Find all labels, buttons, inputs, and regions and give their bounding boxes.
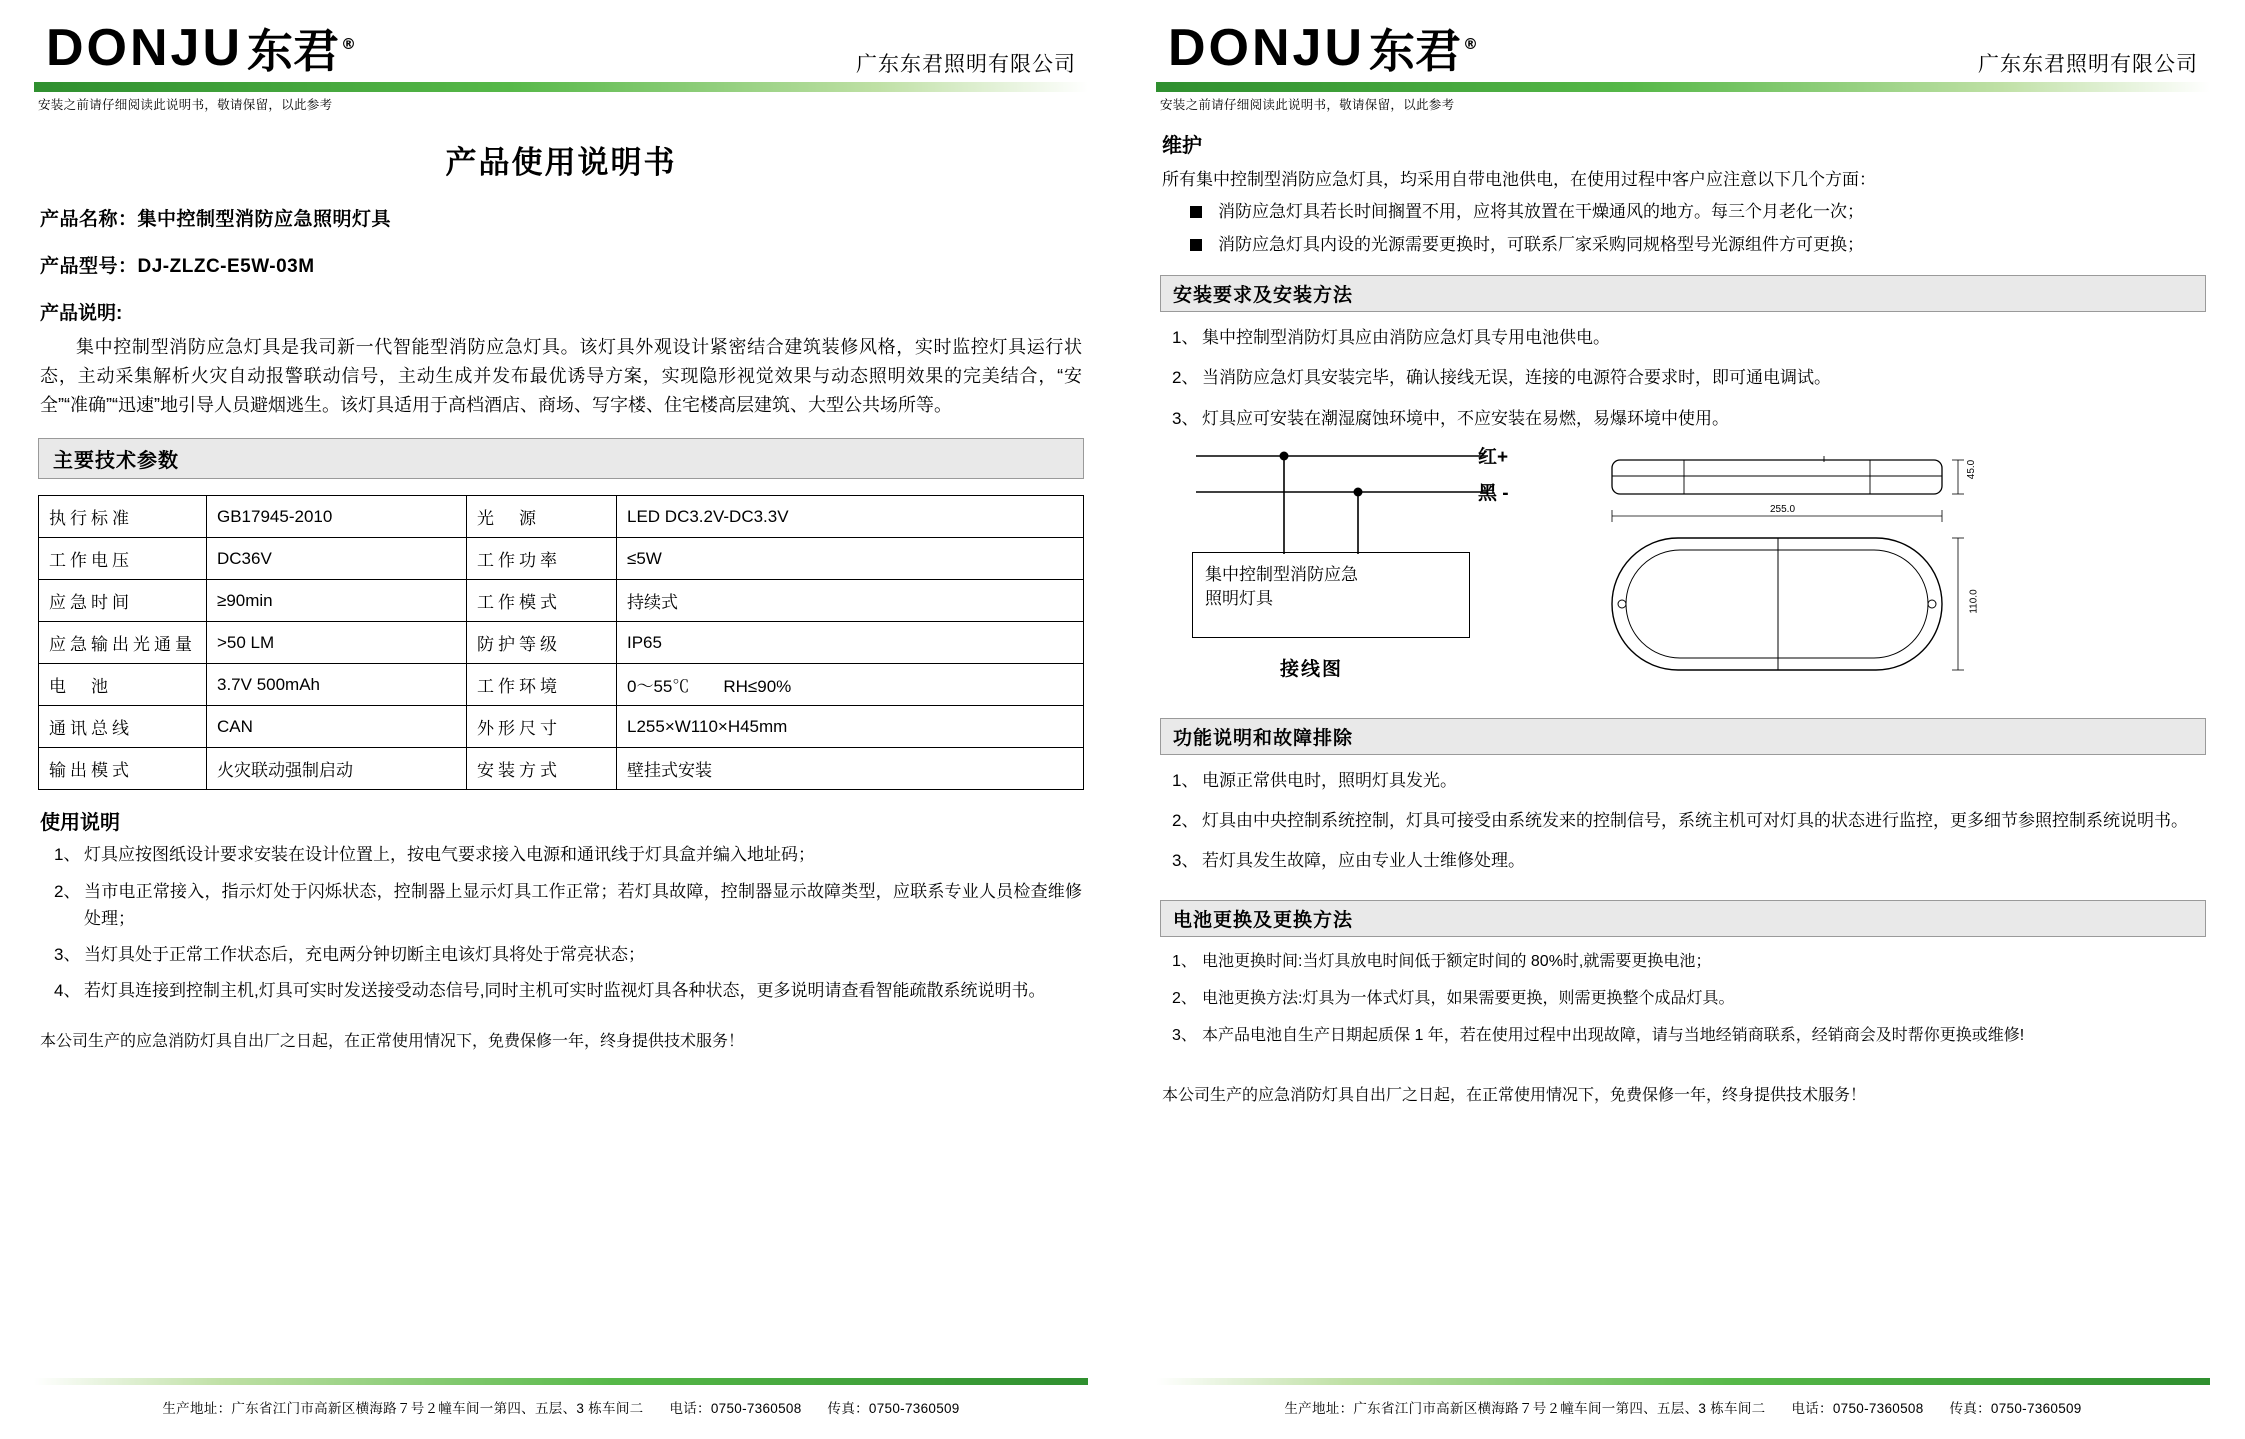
warranty-note: 本公司生产的应急消防灯具自出厂之日起，在正常使用情况下，免费保修一年，终身提供技术服务！ <box>40 1033 745 1051</box>
spec-label: 安装方式 <box>467 748 617 790</box>
product-model-row <box>40 251 1088 278</box>
list-text: 若灯具连接到控制主机,灯具可实时发送接受动态信号,同时主机可实时监视灯具各种状态，更多说明请查看智能疏散系统说明书。 <box>84 981 1046 1001</box>
list-number: 3、 <box>1172 851 1199 871</box>
footer-address-line <box>1156 1397 2210 1417</box>
logo-latin-text: DONJU <box>46 19 244 77</box>
right-sheet <box>1122 0 2244 1439</box>
spec-value: 持续式 <box>617 580 1084 622</box>
function-section-title: 功能说明和故障排除 <box>1160 718 2206 755</box>
logo-chinese-text: 东君 <box>247 24 340 78</box>
spec-value: L255×W110×H45mm <box>617 706 1084 748</box>
list-text: 灯具应按图纸设计要求安装在设计位置上，按电气要求接入电源和通讯线于灯具盒并编入地址码； <box>84 845 815 865</box>
header-note: 安装之前请仔细阅读此说明书，敬请保留，以此参考 <box>1160 98 1455 112</box>
left-sheet <box>0 0 1122 1439</box>
spec-value: LED DC3.2V-DC3.3V <box>617 496 1084 538</box>
square-bullet-icon <box>1190 239 1202 251</box>
product-name-value: 集中控制型消防应急照明灯具 <box>137 209 392 230</box>
function-list <box>1162 767 2204 875</box>
telephone: 电话：0750-7360508 <box>669 1401 802 1416</box>
factory-address: 生产地址：广东省江门市高新区横海路７号２幢车间一第四、五层、3 栋车间二 <box>1284 1401 1766 1416</box>
telephone: 电话：0750-7360508 <box>1791 1401 1924 1416</box>
list-item <box>1162 767 2204 794</box>
warranty-note: 本公司生产的应急消防灯具自出厂之日起，在正常使用情况下，免费保修一年，终身提供技术服务！ <box>1162 1087 1867 1105</box>
list-text: 电池更换方法:灯具为一体式灯具，如果需要更换，则需更换整个成品灯具。 <box>1202 989 1735 1007</box>
spec-label: 通讯总线 <box>39 706 207 748</box>
list-item <box>1162 405 2204 432</box>
diagram-area <box>1162 446 2204 696</box>
fax: 传真：0750-7360509 <box>827 1401 960 1416</box>
right-header <box>1156 19 2210 78</box>
product-dimension-drawing <box>1592 446 2012 686</box>
product-name-row <box>40 204 1088 231</box>
maintenance-heading: 维护 <box>1162 135 1202 157</box>
spec-label: 光 源 <box>467 496 617 538</box>
usage-heading: 使用说明 <box>40 812 120 835</box>
left-header <box>34 19 1088 78</box>
description-heading: 产品说明: <box>40 303 123 324</box>
maintenance-bullets <box>1162 199 2204 257</box>
list-text: 灯具由中央控制系统控制，灯具可接受由系统发来的控制信号，系统主机可对灯具的状态进行监控，更多细节参照控制系统说明书。 <box>1202 810 2188 830</box>
spec-value: ≥90min <box>207 580 467 622</box>
table-row <box>39 622 1084 664</box>
spec-label: 应急输出光通量 <box>39 622 207 664</box>
spec-value: >50 LM <box>207 622 467 664</box>
logo-latin-text: DONJU <box>1168 19 1366 77</box>
list-item <box>40 841 1082 868</box>
spec-label: 电 池 <box>39 664 207 706</box>
list-text: 若灯具发生故障，应由专业人士维修处理。 <box>1202 851 1525 871</box>
wire-negative-label: 黑 - <box>1478 482 1509 504</box>
spec-label: 工作电压 <box>39 538 207 580</box>
wire-positive-label: 红+ <box>1478 446 1509 468</box>
install-section-title: 安装要求及安装方法 <box>1160 275 2206 312</box>
spec-label: 工作功率 <box>467 538 617 580</box>
list-text: 本产品电池自生产日期起质保 1 年，若在使用过程中出现故障，请与当地经销商联系，经销商会及时帮你更换或维修! <box>1202 1026 2025 1044</box>
company-name: 广东东君照明有限公司 <box>856 53 1076 76</box>
list-item <box>1162 324 2204 351</box>
spec-value: ≤5W <box>617 538 1084 580</box>
list-number: 1、 <box>54 845 81 865</box>
wiring-diagram-caption: 接线图 <box>1280 658 1344 680</box>
list-text: 当灯具处于正常工作状态后，充电两分钟切断主电该灯具将处于常亮状态； <box>84 945 645 965</box>
usage-list <box>40 841 1082 1004</box>
spec-value: 0～55℃ RH≤90% <box>617 664 1084 706</box>
list-number: 1、 <box>1172 770 1199 790</box>
spec-value: IP65 <box>617 622 1084 664</box>
spec-label: 输出模式 <box>39 748 207 790</box>
list-item <box>40 878 1082 932</box>
list-number: 4、 <box>54 981 81 1001</box>
list-text: 电源正常供电时，照明灯具发光。 <box>1202 770 1457 790</box>
page-title: 产品使用说明书 <box>445 145 677 180</box>
list-item <box>40 941 1082 968</box>
spec-label: 工作模式 <box>467 580 617 622</box>
battery-list <box>1162 949 2204 1048</box>
dimension-width: 110.0 <box>1968 589 1980 614</box>
spec-label: 工作环境 <box>467 664 617 706</box>
list-text: 消防应急灯具若长时间搁置不用，应将其放置在干燥通风的地方。每三个月老化一次； <box>1218 202 1864 222</box>
list-text: 电池更换时间:当灯具放电时间低于额定时间的 80%时,就需要更换电池； <box>1202 953 1712 971</box>
lamp-label-box: 集中控制型消防应急 照明灯具 <box>1192 552 1470 638</box>
list-number: 3、 <box>1172 1026 1197 1044</box>
list-number: 3、 <box>1172 408 1199 428</box>
list-number: 1、 <box>1172 953 1197 971</box>
list-item <box>1162 847 2204 874</box>
square-bullet-icon <box>1190 206 1202 218</box>
table-row <box>39 706 1084 748</box>
list-text: 集中控制型消防灯具应由消防应急灯具专用电池供电。 <box>1202 328 1610 348</box>
product-model-label: 产品型号： <box>40 256 138 277</box>
spec-value: 火灾联动强制启动 <box>207 748 467 790</box>
list-text: 当市电正常接入，指示灯处于闪烁状态，控制器上显示灯具工作正常；若灯具故障，控制器显示故障类型，应联系专业人员检查维修处理； <box>84 881 1082 928</box>
registered-trademark-icon: ® <box>1463 35 1480 53</box>
list-item <box>1162 807 2204 834</box>
list-text: 当消防应急灯具安装完毕，确认接线无误，连接的电源符合要求时，即可通电调试。 <box>1202 368 1831 388</box>
list-item <box>1162 1023 2204 1049</box>
list-number: 3、 <box>54 945 81 965</box>
spec-value: 壁挂式安装 <box>617 748 1084 790</box>
footer-green-bar <box>1156 1378 2210 1385</box>
list-text: 消防应急灯具内设的光源需要更换时，可联系厂家采购同规格型号光源组件方可更换； <box>1218 234 1864 254</box>
spec-label: 防护等级 <box>467 622 617 664</box>
header-green-bar <box>1156 82 2210 92</box>
list-item <box>1162 949 2204 975</box>
table-row <box>39 496 1084 538</box>
spec-label: 外形尺寸 <box>467 706 617 748</box>
spec-value: GB17945-2010 <box>207 496 467 538</box>
fax: 传真：0750-7360509 <box>1949 1401 2082 1416</box>
table-row <box>39 748 1084 790</box>
spec-value: 3.7V 500mAh <box>207 664 467 706</box>
registered-trademark-icon: ® <box>341 35 358 53</box>
brand-logo <box>46 19 358 78</box>
dimension-length: 255.0 <box>1770 503 1796 515</box>
battery-section-title: 电池更换及更换方法 <box>1160 900 2206 937</box>
table-row <box>39 580 1084 622</box>
footer-green-bar <box>34 1378 1088 1385</box>
list-item <box>1162 364 2204 391</box>
footer-address-line <box>34 1397 1088 1417</box>
brand-logo <box>1168 19 1480 78</box>
dimension-height: 45.0 <box>1966 459 1978 479</box>
product-model-value: DJ-ZLZC-E5W-03M <box>137 256 315 277</box>
list-text: 灯具应可安装在潮湿腐蚀环境中，不应安装在易燃，易爆环境中使用。 <box>1202 408 1729 428</box>
spec-label: 执行标准 <box>39 496 207 538</box>
maintenance-paragraph: 所有集中控制型消防应急灯具，均采用自带电池供电，在使用过程中客户应注意以下几个方面： <box>1162 170 1876 189</box>
list-item <box>40 977 1082 1004</box>
spec-value: DC36V <box>207 538 467 580</box>
list-number: 2、 <box>1172 368 1199 388</box>
header-note: 安装之前请仔细阅读此说明书，敬请保留，以此参考 <box>38 98 333 112</box>
list-number: 1、 <box>1172 328 1199 348</box>
list-item <box>1162 986 2204 1012</box>
install-list <box>1162 324 2204 432</box>
table-row <box>39 664 1084 706</box>
list-item <box>1162 199 2204 225</box>
description-body: 集中控制型消防应急灯具是我司新一代智能型消防应急灯具。该灯具外观设计紧密结合建筑装修风格，实时监控灯具运行状态，主动采集解析火灾自动报警联动信号，主动生成并发布最优诱导方案，实现隐形视觉效果与动态照明效果的完美结合，“安全”“准确”“迅速”地引导人员避烟逃生。该灯具适用于高档酒店、商场、写字楼、住宅楼高层建筑、大型公共场所等。 <box>40 337 1082 416</box>
company-name: 广东东君照明有限公司 <box>1978 53 2198 76</box>
list-number: 2、 <box>54 881 81 901</box>
spec-label: 应急时间 <box>39 580 207 622</box>
spec-table <box>38 495 1084 790</box>
logo-chinese-text: 东君 <box>1369 24 1462 78</box>
list-number: 2、 <box>1172 810 1199 830</box>
factory-address: 生产地址：广东省江门市高新区横海路７号２幢车间一第四、五层、3 栋车间二 <box>162 1401 644 1416</box>
spec-value: CAN <box>207 706 467 748</box>
table-row <box>39 538 1084 580</box>
list-number: 2、 <box>1172 989 1197 1007</box>
list-item <box>1162 232 2204 258</box>
spec-section-title: 主要技术参数 <box>38 438 1084 479</box>
header-green-bar <box>34 82 1088 92</box>
product-name-label: 产品名称： <box>40 209 138 230</box>
